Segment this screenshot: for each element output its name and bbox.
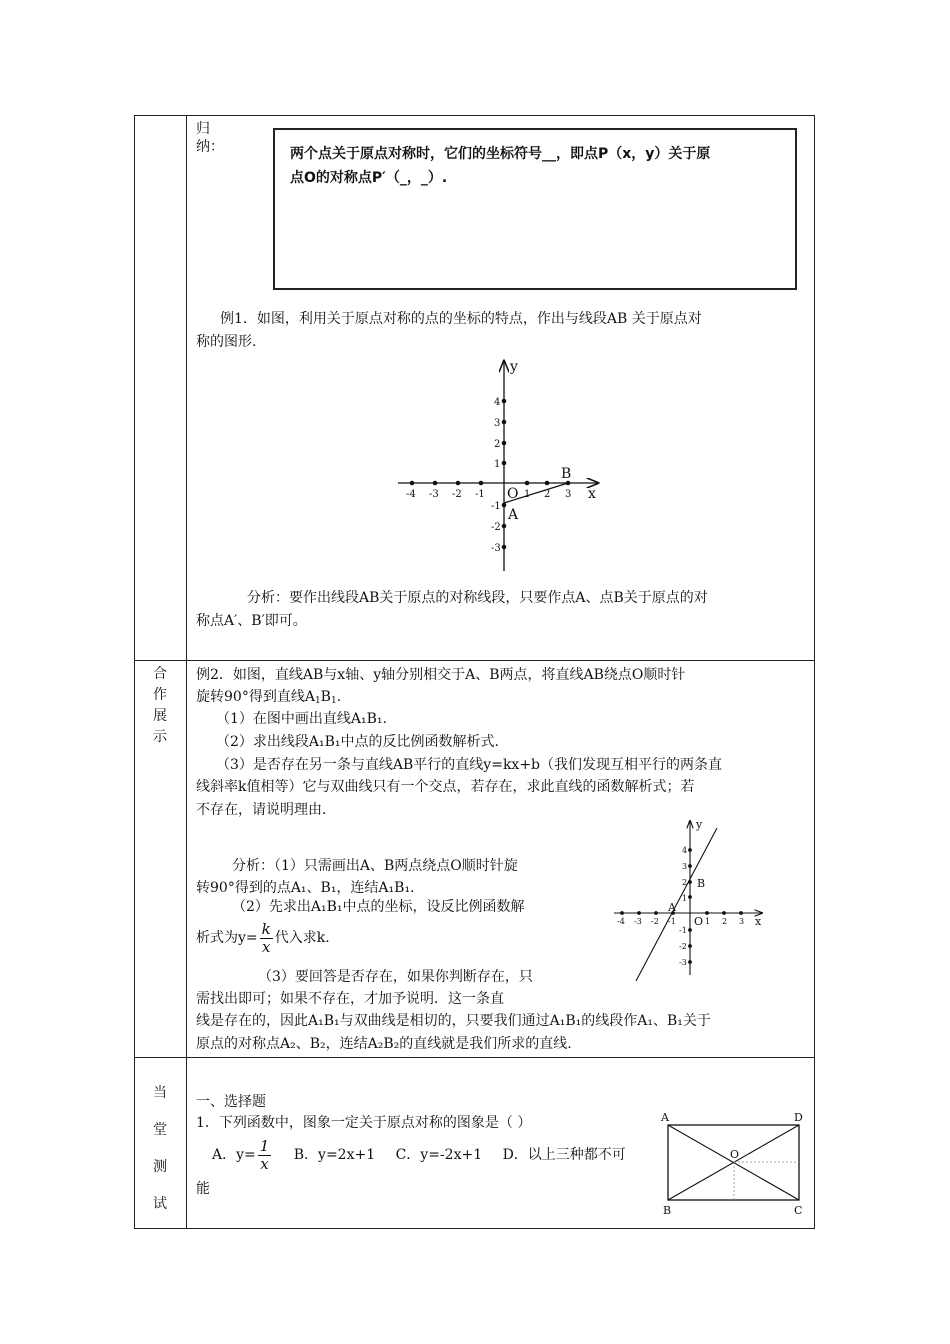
section-char: 当	[153, 1085, 167, 1101]
x-tick-label: 2	[722, 917, 728, 926]
example2-line-2-text: 旋转90°得到直线A	[196, 689, 315, 705]
analysis-3-line-2: 需找出即可；如果不存在，才加予说明．这一条直	[196, 991, 504, 1007]
y-dot-minus1	[502, 503, 507, 508]
section-char: 作	[153, 687, 167, 703]
y-tick-label: 4	[494, 397, 501, 408]
fraction-denominator: x	[260, 1154, 269, 1173]
section-char: 测	[153, 1159, 167, 1175]
x-dot-2	[722, 911, 726, 915]
x-dot-minus2	[456, 481, 461, 486]
vertex-c-label: C	[794, 1204, 803, 1217]
y-dot-3	[502, 420, 507, 425]
table-bottom-border	[134, 1228, 815, 1229]
x-dot-2	[545, 481, 550, 486]
y-dot-minus3	[688, 960, 692, 964]
x-axis-label: x	[755, 915, 762, 928]
line-ab	[636, 828, 717, 981]
y-tick-label: 2	[682, 878, 688, 887]
x-tick-label: -4	[406, 489, 416, 500]
y-dot-minus1	[688, 928, 692, 932]
x-dot-minus2	[654, 911, 658, 915]
center-o-label: O	[730, 1148, 740, 1161]
test-heading: 一、选择题	[196, 1094, 266, 1110]
analysis-2-text: 析式为y=	[196, 930, 258, 946]
subscript: 1	[330, 696, 337, 706]
summary-box-line-2: 点O的对称点P′（_，_）.	[290, 170, 448, 186]
x-tick-label: -2	[651, 917, 659, 926]
table-right-border	[814, 115, 815, 1229]
analysis-3-line-1: （3）要回答是否存在，如果你判断存在，只	[258, 969, 533, 985]
section-char: 合	[153, 666, 167, 682]
option-d-continuation: 能	[196, 1181, 210, 1197]
section-char: 堂	[153, 1122, 167, 1138]
x-axis-label: x	[588, 486, 596, 502]
fraction-k-over-x	[260, 921, 273, 956]
vertex-a-label: A	[661, 1111, 669, 1124]
y-dot-minus3	[502, 545, 507, 550]
x-dot-1	[705, 911, 709, 915]
y-tick-label: -3	[679, 958, 687, 967]
cooperation-section-label	[140, 664, 180, 748]
y-axis-label: y	[696, 818, 703, 831]
analysis-2-line-2	[196, 918, 330, 958]
y-tick-label: -1	[679, 926, 687, 935]
analysis-1-line-2: 转90°得到的点A₁、B₁，连结A₁B₁.	[196, 880, 415, 896]
analysis-3-line-4: 原点的对称点A₂、B₂，连结A₂B₂的直线就是我们所求的直线.	[196, 1036, 572, 1052]
fraction-1-over-x	[258, 1138, 272, 1173]
y-dot-2	[502, 441, 507, 446]
question-3-line-2: 线斜率k值相等）它与双曲线只有一个交点，若存在，求此直线的函数解析式；若	[196, 779, 695, 795]
x-dot-minus3	[433, 481, 438, 486]
analysis-1-line-1: 分析：（1）只需画出A、B两点绕点O顺时针旋	[232, 858, 518, 874]
origin-label: O	[507, 486, 519, 502]
example1-line-1: 例1．如图，利用关于原点对称的点的坐标的特点，作出与线段AB 关于原点对	[220, 311, 702, 327]
x-tick-label: 1	[705, 917, 711, 926]
y-tick-label: 3	[682, 862, 688, 871]
example2-line-1: 例2．如图，直线AB与x轴、y轴分别相交于A、B两点，将直线AB绕点O顺时针	[196, 667, 686, 683]
subscript: 1	[314, 696, 321, 706]
question-2: （2）求出线段A₁B₁中点的反比例函数解析式.	[216, 734, 499, 750]
y-tick-label: 1	[682, 894, 688, 903]
y-tick-label: 1	[494, 459, 501, 470]
summary-box-text	[290, 142, 790, 190]
x-tick-label: -1	[668, 917, 676, 926]
x-dot-minus4	[620, 911, 624, 915]
row-divider-1	[134, 660, 815, 661]
y-dot-minus2	[688, 944, 692, 948]
example1-analysis-line-1: 分析：要作出线段AB关于原点的对称线段，只要作点A、点B关于原点的对	[247, 590, 708, 606]
test-section-label	[140, 1075, 180, 1223]
y-tick-label: 4	[682, 846, 688, 855]
question-3-line-3: 不存在，请说明理由.	[196, 802, 327, 818]
x-dot-minus3	[637, 911, 641, 915]
x-dot-1	[525, 481, 530, 486]
x-tick-label: -4	[617, 917, 625, 926]
summary-label-2: 纳：	[196, 139, 224, 155]
point-a-label: A	[668, 901, 676, 914]
rectangle-diagram	[660, 1108, 810, 1218]
option-d: D．以上三种都不可	[502, 1147, 626, 1163]
table-column-divider	[186, 115, 187, 1229]
y-tick-label: -1	[491, 501, 501, 512]
summary-label-1: 归	[196, 121, 210, 137]
y-dot-1	[688, 895, 692, 899]
example1-graph	[390, 355, 610, 575]
fraction-denominator: x	[261, 937, 271, 956]
example2-graph	[610, 815, 780, 985]
question-3-line-1: （3）是否存在另一条与直线AB平行的直线y=kx+b（我们发现互相平行的两条直	[216, 757, 723, 773]
fraction-numerator: k	[261, 919, 271, 938]
y-tick-label: -2	[679, 942, 687, 951]
section-char: 展	[153, 708, 167, 724]
test-options	[212, 1135, 626, 1175]
x-tick-label: 3	[739, 917, 745, 926]
point-a-label: A	[508, 507, 519, 523]
x-tick-label: -1	[475, 489, 485, 500]
x-tick-label: -2	[452, 489, 462, 500]
example1-line-2: 称的图形.	[196, 334, 257, 350]
fraction-numerator: 1	[259, 1136, 270, 1155]
section-char: 示	[153, 729, 167, 745]
analysis-2-text: 代入求k.	[274, 930, 330, 946]
example2-line-2-text: B	[320, 689, 331, 705]
x-dot-minus4	[410, 481, 415, 486]
question-1: （1）在图中画出直线A₁B₁.	[216, 711, 387, 727]
y-axis-label: y	[510, 359, 518, 375]
option-b: B．y=2x+1	[293, 1147, 376, 1163]
test-question-1: 1．下列函数中，图象一定关于原点对称的图象是（ ）	[196, 1115, 532, 1131]
point-b-label: B	[697, 877, 706, 890]
option-a-text: A．y=	[212, 1147, 256, 1163]
y-tick-label: -3	[491, 543, 501, 554]
point-b-label: B	[561, 466, 572, 482]
x-tick-label: 1	[524, 489, 531, 500]
row-divider-2	[134, 1057, 815, 1058]
vertex-b-label: B	[663, 1204, 672, 1217]
summary-box	[273, 128, 797, 290]
y-dot-2	[688, 880, 692, 884]
analysis-2-line-1: （2）先求出A₁B₁中点的坐标，设反比例函数解	[232, 899, 525, 915]
origin-label: O	[694, 915, 704, 928]
y-tick-label: 3	[494, 418, 501, 429]
y-dot-minus2	[502, 524, 507, 529]
y-dot-4	[688, 848, 692, 852]
y-dot-4	[502, 399, 507, 404]
x-tick-label: 2	[544, 489, 551, 500]
x-tick-label: -3	[429, 489, 439, 500]
y-tick-label: 2	[494, 439, 501, 450]
x-dot-3	[739, 911, 743, 915]
y-dot-1	[502, 461, 507, 466]
example2-line-2-text: .	[336, 689, 342, 705]
summary-box-line-1: 两个点关于原点对称时，它们的坐标符号__，即点P（x，y）关于原	[290, 146, 711, 162]
analysis-3-line-3: 线是存在的，因此A₁B₁与双曲线是相切的，只要我们通过A₁B₁的线段作A₁、B₁关于	[196, 1013, 711, 1029]
x-tick-label: -3	[634, 917, 642, 926]
table-left-border	[134, 115, 135, 1229]
vertex-d-label: D	[794, 1111, 803, 1124]
y-dot-3	[688, 864, 692, 868]
y-tick-label: -2	[491, 522, 501, 533]
section-char: 试	[153, 1196, 167, 1212]
table-top-border	[134, 115, 815, 116]
option-c: C．y=-2x+1	[395, 1147, 483, 1163]
example1-analysis-line-2: 称点A′、B′即可。	[196, 613, 307, 629]
x-dot-minus1	[479, 481, 484, 486]
x-tick-label: 3	[565, 489, 572, 500]
